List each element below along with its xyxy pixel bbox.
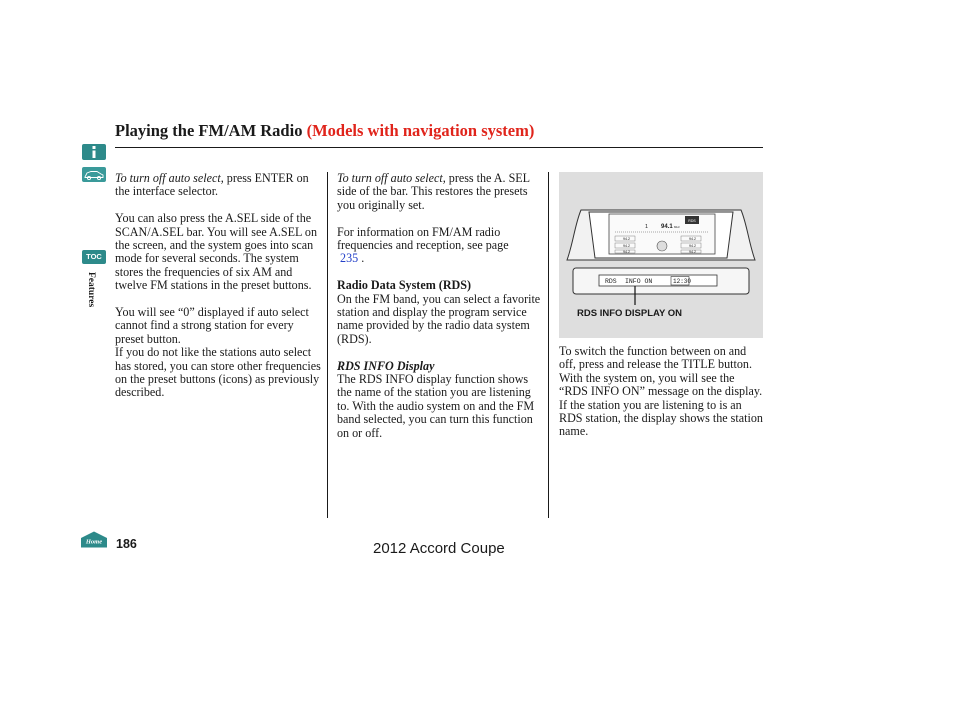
section-label: Features [86, 272, 96, 308]
title-rule [115, 147, 763, 148]
paragraph: For information on FM/AM radio frequencies and reception, see page 235 . [337, 224, 509, 266]
paragraph: On the FM band, you can select a favorite station and display the program service name provided by the radio data system (RDS). [337, 291, 541, 346]
page-number: 186 [116, 537, 137, 551]
paragraph: To turn off auto select, press the A. SEL side of the bar. This restores the presets you originally set. [337, 171, 530, 212]
paragraph: If you do not like the stations auto select has stored, you can store other frequencies on the preset buttons (icons) as previously described. [115, 345, 321, 400]
home-button[interactable] [80, 531, 108, 548]
lcd-rds-text: RDS [605, 278, 617, 285]
preset-value: 94.2 [623, 237, 630, 241]
screen-frequency: 94.1 [661, 224, 673, 230]
title-subtitle: (Models with navigation system) [306, 121, 535, 140]
screen-preset-number: 1 [645, 224, 649, 230]
preset-value: 94.2 [623, 250, 630, 254]
figure-caption: RDS INFO DISPLAY ON [577, 308, 683, 319]
paragraph: To switch the function between on and off, press and release the TITLE button. With the system on, you will see the “RDS INFO ON” message on the display. If the station you are listening to is an RDS station, the display shows the station name. [559, 344, 763, 439]
preset-value: 94.2 [689, 250, 696, 254]
car-icon[interactable] [82, 167, 106, 182]
column-2 [337, 172, 544, 453]
footer-model: 2012 Accord Coupe [373, 540, 505, 557]
lcd-clock: 12:30 [673, 278, 692, 285]
title-main: Playing the FM/AM Radio [115, 121, 303, 140]
column-1 [115, 172, 322, 413]
screen-rds-badge: RDS [688, 219, 696, 223]
paragraph: To turn off auto select, press ENTER on the interface selector. [115, 171, 309, 199]
toc-button[interactable]: TOC [82, 250, 106, 264]
interface-dial-icon [657, 241, 667, 251]
paragraph: The RDS INFO display function shows the name of the station you are listening to. With the audio system on and the FM band selected, you can turn this function on or off. [337, 372, 535, 440]
paragraph: You will see “0” displayed if auto select cannot find a strong station for every preset button. [115, 305, 309, 346]
column-3 [559, 345, 765, 452]
home-label: Home [85, 538, 103, 546]
preset-value: 94.2 [689, 237, 696, 241]
page-link[interactable]: 235 [340, 251, 359, 266]
lcd-info-on-text: INFO ON [625, 278, 653, 285]
info-icon[interactable] [82, 144, 106, 160]
subsection-heading: RDS INFO Display [337, 358, 435, 373]
column-divider [548, 172, 549, 518]
column-divider [327, 172, 328, 518]
section-heading: Radio Data System (RDS) [337, 278, 472, 293]
paragraph: You can also press the A.SEL side of the SCAN/A.SEL bar. You will see A.SEL on the screen, and the system goes into scan mode for several seconds. The system stores the frequencies of six AM and twelve FM stations in the preset buttons. [115, 211, 318, 293]
screen-frequency-unit: MHz [674, 225, 680, 229]
preset-value: 94.2 [689, 244, 696, 248]
preset-value: 94.2 [623, 244, 630, 248]
page-title [115, 121, 534, 141]
